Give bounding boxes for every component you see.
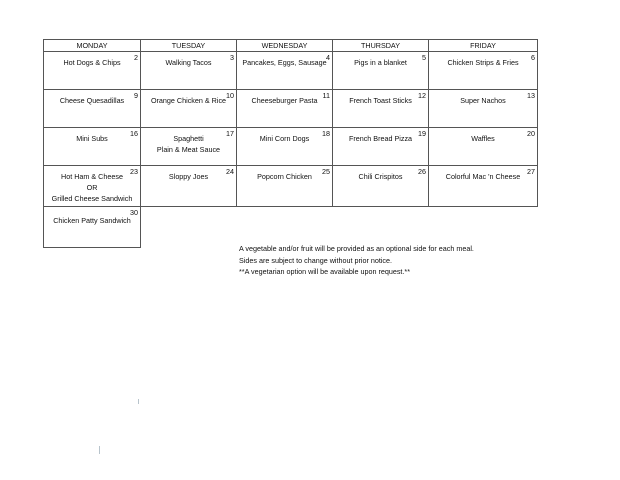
day-cell: [333, 128, 429, 166]
day-cell: [141, 128, 237, 166]
day-number: 18: [322, 129, 330, 138]
week-row: [44, 90, 538, 128]
header-thursday: THURSDAY: [333, 40, 429, 52]
day-number: 9: [134, 91, 138, 100]
meal-item: Popcorn Chicken: [257, 172, 312, 181]
day-number: 26: [418, 167, 426, 176]
meal-item: Hot Ham & Cheese: [61, 172, 123, 181]
note-line: Sides are subject to change without prior notice.: [239, 255, 393, 265]
day-cell: [141, 90, 237, 128]
meal-item: Plain & Meat Sauce: [156, 145, 221, 154]
week-row: [44, 52, 538, 90]
day-cell: [429, 166, 538, 207]
day-cell: [44, 52, 141, 90]
day-cell: [237, 52, 333, 90]
day-number: 3: [230, 53, 234, 62]
day-number: 11: [322, 91, 330, 100]
meal-item: Pigs in a blanket: [354, 58, 407, 67]
day-cell: [333, 52, 429, 90]
day-number: 20: [527, 129, 535, 138]
day-cell: [44, 207, 141, 248]
meal-item: Chicken Strips & Fries: [447, 58, 519, 67]
meal-item: Sloppy Joes: [168, 172, 209, 181]
day-number: 30: [130, 208, 138, 217]
meal-item: Waffles: [471, 134, 495, 143]
header-friday: FRIDAY: [429, 40, 538, 52]
day-cell: [429, 90, 538, 128]
week-row: [44, 207, 538, 248]
day-number: 2: [134, 53, 138, 62]
day-number: 24: [226, 167, 234, 176]
header-monday: MONDAY: [44, 40, 141, 52]
day-cell: [44, 128, 141, 166]
meal-item: Chicken Patty Sandwich: [53, 216, 131, 225]
day-cell: [429, 128, 538, 166]
meal-item: Super Nachos: [460, 96, 506, 105]
header-tuesday: TUESDAY: [141, 40, 237, 52]
day-number: 6: [531, 53, 535, 62]
lunch-menu-calendar: [43, 39, 538, 248]
meal-item: French Bread Pizza: [348, 134, 413, 143]
meal-item: OR: [86, 183, 98, 192]
day-cell: [333, 90, 429, 128]
meal-item: Cheese Quesadillas: [59, 96, 125, 105]
meal-item: Cheeseburger Pasta: [251, 96, 318, 105]
day-number: 5: [422, 53, 426, 62]
day-cell: [237, 90, 333, 128]
day-cell: [237, 166, 333, 207]
meal-item: Mini Corn Dogs: [259, 134, 310, 143]
note-line: **A vegetarian option will be available upon request.**: [239, 267, 411, 276]
note-line: A vegetable and/or fruit will be provided as an optional side for each meal.: [239, 244, 474, 253]
meal-item: Colorful Mac 'n Cheese: [445, 172, 521, 181]
day-number: 27: [527, 167, 535, 176]
meal-item: Spaghetti: [173, 134, 204, 143]
day-cell: [429, 52, 538, 90]
meal-item: Pancakes, Eggs, Sausage: [242, 58, 327, 67]
day-number: 12: [418, 91, 426, 100]
day-cell: [237, 128, 333, 166]
week-row: [44, 128, 538, 166]
scan-speck: [99, 446, 100, 454]
meal-item: French Toast Sticks: [349, 96, 412, 105]
day-cell: [333, 166, 429, 207]
day-number: 16: [130, 129, 138, 138]
day-number: 13: [527, 91, 535, 100]
meal-item: Chili Crispitos: [358, 172, 403, 181]
day-number: 19: [418, 129, 426, 138]
day-cell: [44, 166, 141, 207]
weekday-header-row: [44, 40, 538, 52]
meal-item: Mini Subs: [76, 134, 108, 143]
day-cell: [141, 166, 237, 207]
day-number: 4: [326, 53, 330, 62]
notes-area: [141, 207, 538, 248]
menu-notes: [239, 243, 474, 278]
meal-item: Grilled Cheese Sandwich: [51, 194, 133, 203]
day-number: 17: [226, 129, 234, 138]
day-cell: [141, 52, 237, 90]
day-number: 23: [130, 167, 138, 176]
day-number: 25: [322, 167, 330, 176]
week-row: [44, 166, 538, 207]
meal-item: Hot Dogs & Chips: [63, 58, 121, 67]
meal-item: Walking Tacos: [165, 58, 212, 67]
scan-speck: [138, 399, 139, 404]
day-cell: [44, 90, 141, 128]
meal-item: Orange Chicken & Rice: [150, 96, 227, 105]
day-number: 10: [226, 91, 234, 100]
header-wednesday: WEDNESDAY: [237, 40, 333, 52]
